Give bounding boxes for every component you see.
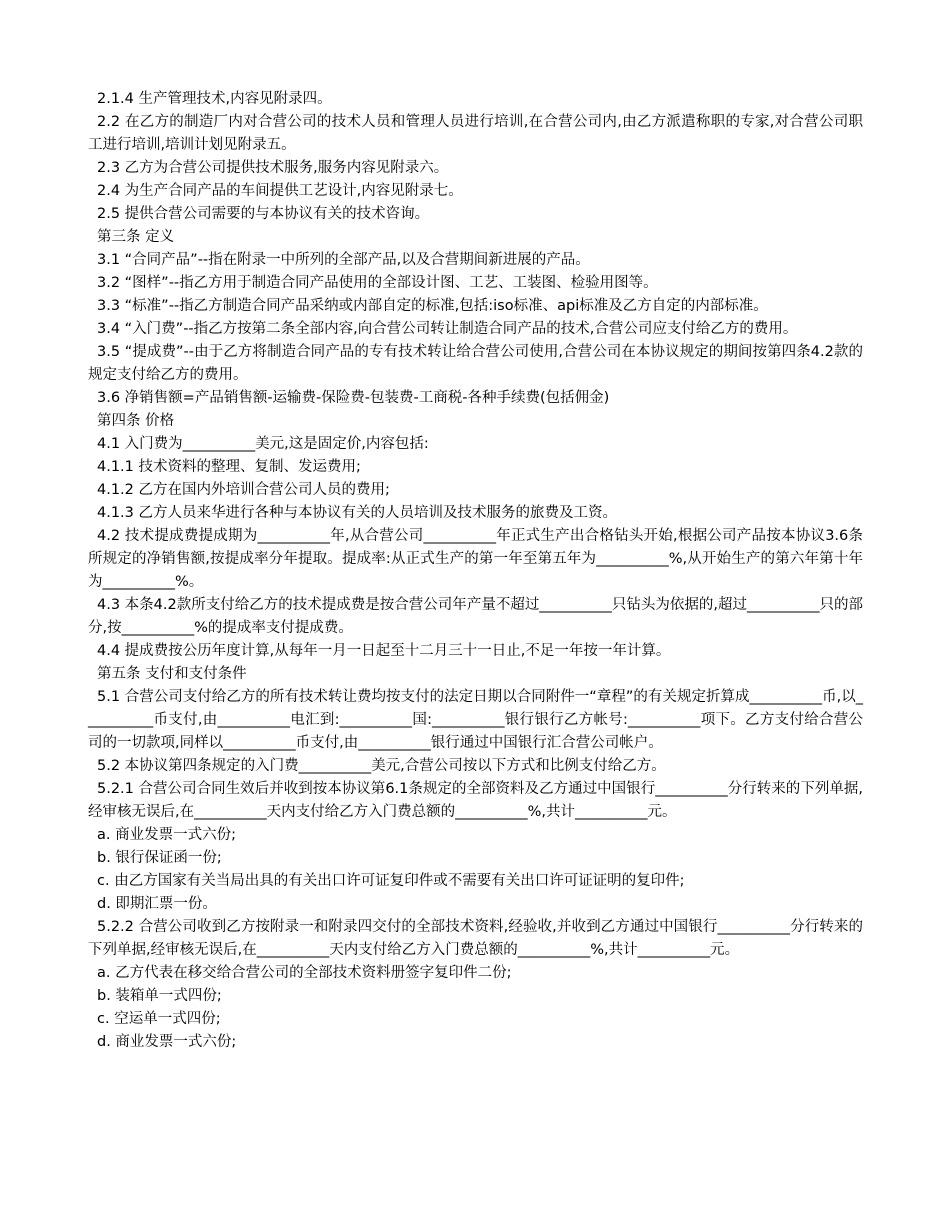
clause-2-5: 2.5 提供合营公司需要的与本协议有关的技术咨询。 (97, 206, 430, 222)
clause-3-5: 3.5 “提成费”--由于乙方将制造合同产品的专有技术转让给合营公司使用,合营公司在本协议规定的期间按第四条4.2款的规定支付给乙方的费用。 (88, 344, 863, 383)
clause-5-1: 5.1 合营公司支付给乙方的所有技术转让费均按支付的法定日期以合同附件一“章程”的有关规定折算成__________币,以__________币支付,由__________电汇到:__________国:__________银行银行乙方帐号:__________项下。乙方支付给合营公司的一切款项,同样以__________币支付,由__________银行通过中国银行汇合营公司帐户。 (88, 689, 863, 751)
list-item-5-2-1-c: c. 由乙方国家有关当局出具的有关出口许可证复印件或不需要有关出口许可证证明的复印件; (97, 873, 685, 889)
clause-4-1-2: 4.1.2 乙方在国内外培训合营公司人员的费用; (97, 482, 390, 498)
clause-5-2-2: 5.2.2 合营公司收到乙方按附录一和附录四交付的全部技术资料,经验收,并收到乙方通过中国银行__________分行转来的下列单据,经审核无误后,在__________天内支付给乙方入门费总额的__________%,共计__________元。 (88, 919, 863, 958)
clause-3-6: 3.6 净销售额=产品销售额-运输费-保险费-包装费-工商税-各种手续费(包括佣金) (97, 390, 610, 406)
list-item-5-2-1-d: d. 即期汇票一份。 (97, 896, 217, 912)
clause-4-1-1: 4.1.1 技术资料的整理、复制、发运费用; (97, 459, 361, 475)
list-item-5-2-1-a: a. 商业发票一式六份; (97, 827, 236, 843)
list-item-5-2-2-d: d. 商业发票一式六份; (97, 1034, 237, 1050)
list-item-5-2-1-b: b. 银行保证函一份; (97, 850, 222, 866)
clause-2-2: 2.2 在乙方的制造厂内对合营公司的技术人员和管理人员进行培训,在合营公司内,由乙方派遣称职的专家,对合营公司职工进行培训,培训计划见附录五。 (88, 114, 863, 153)
clause-4-2: 4.2 技术提成费提成期为__________年,从合营公司__________年正式生产出合格钻头开始,根据公司产品按本协议3.6条所规定的净销售额,按提成率分年提取。提成率:从正式生产的第一年至第五年为__________%,从开始生产的第六年第十年为__________%。 (88, 528, 863, 590)
clause-3-4: 3.4 “入门费”--指乙方按第二条全部内容,向合营公司转让制造合同产品的技术,合营公司应支付给乙方的费用。 (97, 321, 798, 337)
clause-4-3: 4.3 本条4.2款所支付给乙方的技术提成费是按合营公司年产量不超过__________只钻头为依据的,超过__________只的部分,按__________%的提成率支付提成费。 (88, 597, 863, 636)
list-item-5-2-2-b: b. 装箱单一式四份; (97, 988, 222, 1004)
clause-5-2: 5.2 本协议第四条规定的入门费__________美元,合营公司按以下方式和比例支付给乙方。 (97, 758, 666, 774)
article-5-heading: 第五条 支付和支付条件 (97, 666, 247, 682)
clause-2-1-4: 2.1.4 生产管理技术,内容见附录四。 (97, 91, 332, 107)
clause-3-2: 3.2 “图样”--指乙方用于制造合同产品使用的全部设计图、工艺、工装图、检验用图等。 (97, 275, 658, 291)
clause-2-3: 2.3 乙方为合营公司提供技术服务,服务内容见附录六。 (97, 160, 449, 176)
list-item-5-2-2-c: c. 空运单一式四份; (97, 1011, 221, 1027)
clause-4-1: 4.1 入门费为__________美元,这是固定价,内容包括: (97, 436, 429, 452)
clause-4-4: 4.4 提成费按公历年度计算,从每年一月一日起至十二月三十一日止,不足一年按一年计算。 (97, 643, 671, 659)
list-item-5-2-2-a: a. 乙方代表在移交给合营公司的全部技术资料册签字复印件二份; (97, 965, 512, 981)
document-page (88, 88, 863, 1054)
clause-3-3: 3.3 “标准”--指乙方制造合同产品采纳或内部自定的标准,包括:iso标准、api标准及乙方自定的内部标准。 (97, 298, 768, 314)
clause-4-1-3: 4.1.3 乙方人员来华进行各种与本协议有关的人员培训及技术服务的旅费及工资。 (97, 505, 618, 521)
article-4-heading: 第四条 价格 (97, 413, 175, 429)
clause-3-1: 3.1 “合同产品”--指在附录一中所列的全部产品,以及合营期间新进展的产品。 (97, 252, 590, 268)
clause-5-2-1: 5.2.1 合营公司合同生效后并收到按本协议第6.1条规定的全部资料及乙方通过中国银行__________分行转来的下列单据,经审核无误后,在__________天内支付给乙方入门费总额的__________%,共计__________元。 (88, 781, 863, 820)
article-3-heading: 第三条 定义 (97, 229, 175, 245)
clause-2-4: 2.4 为生产合同产品的车间提供工艺设计,内容见附录七。 (97, 183, 463, 199)
